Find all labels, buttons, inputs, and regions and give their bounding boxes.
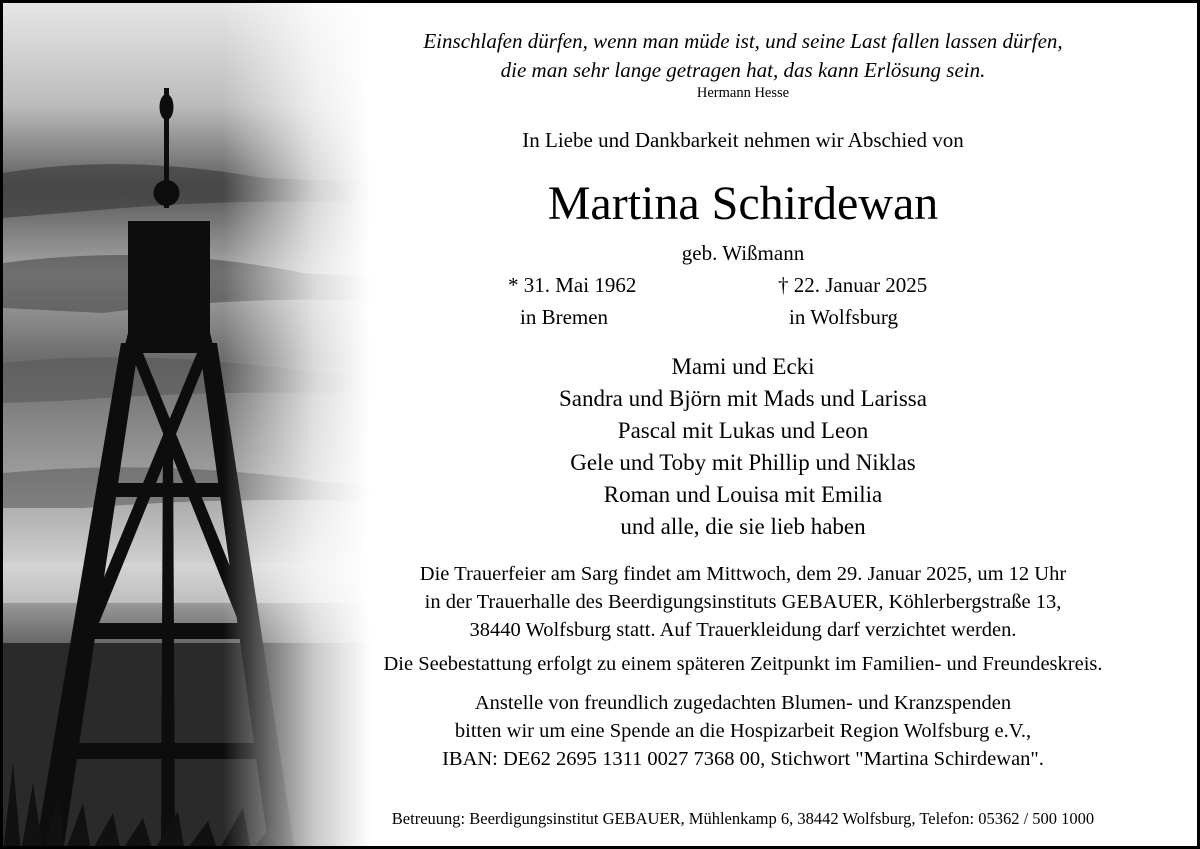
intro-text: In Liebe und Dankbarkeit nehmen wir Abschied von — [522, 128, 964, 152]
born-place: in Bremen — [520, 305, 609, 329]
ceremony-line: in der Trauerhalle des Beerdigungsinstituts GEBAUER, Köhlerbergstraße 13, — [424, 591, 1062, 613]
birth-name: geb. Wißmann — [681, 241, 805, 265]
mourner-line: Gele und Toby mit Phillip und Niklas — [570, 450, 916, 475]
donation-line: Anstelle von freundlich zugedachten Blumen- und Kranzspenden — [474, 692, 1012, 714]
funeral-home-footer: Betreuung: Beerdigungsinstitut GEBAUER, Mühlenkamp 6, 38442 Wolfsburg, Telefon: 05362 / 500 1000 — [391, 809, 1095, 828]
ceremony-line: Die Trauerfeier am Sarg findet am Mittwoch, dem 29. Januar 2025, um 12 Uhr — [419, 563, 1067, 585]
quote-line-1: Einschlafen dürfen, wenn man müde ist, und seine Last fallen lassen dürfen, — [423, 29, 1063, 53]
deceased-name: Martina Schirdewan — [547, 177, 939, 230]
died-place: in Wolfsburg — [789, 305, 898, 329]
donation-line: IBAN: DE62 2695 1311 0027 7368 00, Stichwort "Martina Schirdewan". — [442, 748, 1044, 770]
mourner-line: Sandra und Björn mit Mads und Larissa — [559, 386, 927, 411]
ceremony-line: 38440 Wolfsburg statt. Auf Trauerkleidung darf verzichtet werden. — [469, 619, 1017, 641]
quote-line-2: die man sehr lange getragen hat, das kann Erlösung sein. — [500, 58, 986, 82]
mourner-line: Roman und Louisa mit Emilia — [603, 482, 883, 507]
mourner-line: und alle, die sie lieb haben — [620, 514, 866, 539]
obituary-text — [308, 3, 1178, 849]
quote-author: Hermann Hesse — [696, 85, 790, 101]
mourner-line: Mami und Ecki — [671, 354, 815, 379]
born-date: * 31. Mai 1962 — [508, 273, 637, 297]
died-date: † 22. Januar 2025 — [778, 273, 928, 297]
donation-line: bitten wir um eine Spende an die Hospizarbeit Region Wolfsburg e.V., — [454, 720, 1032, 742]
burial-note: Die Seebestattung erfolgt zu einem späteren Zeitpunkt im Familien- und Freundeskreis. — [383, 653, 1103, 675]
mourner-line: Pascal mit Lukas und Leon — [617, 418, 869, 443]
